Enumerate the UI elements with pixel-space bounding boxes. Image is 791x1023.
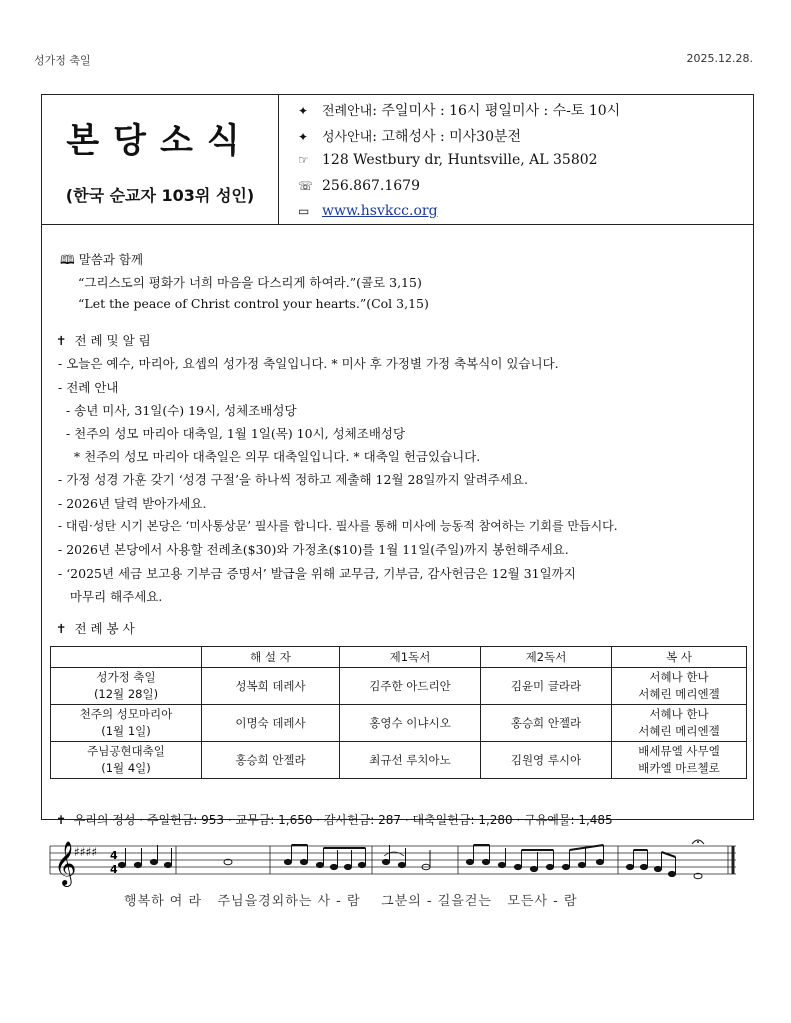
cross-icon: ✝ — [56, 621, 67, 636]
commentator-cell: 이명숙 데레사 — [202, 705, 340, 742]
column-header — [51, 647, 202, 668]
servers-heading: ✝ 전 례 봉 사 — [56, 621, 135, 636]
key-signature-icon: ♯♯♯♯ — [74, 845, 98, 859]
news-line: 마무리 해주세요. — [58, 589, 163, 604]
address-info: ☞ 128 Westbury dr, Huntsville, AL 35802 — [298, 152, 598, 168]
word-korean: “그리스도의 평화가 너희 마음을 다스리게 하여라.”(콜로 3,15) — [78, 275, 422, 290]
event-cell: 천주의 성모마리아 (1월 1일) — [51, 705, 202, 742]
header-left-label: 성가정 축일 — [34, 54, 91, 67]
table-row — [51, 742, 747, 779]
word-english: “Let the peace of Christ control your hearts.”(Col 3,15) — [78, 296, 429, 311]
news-line: - 천주의 성모 마리아 대축일, 1월 1일(목) 10시, 성체조배성당 — [58, 426, 406, 441]
page-title: 본당소식 — [66, 121, 254, 161]
column-header: 제2독서 — [481, 647, 612, 668]
table-row — [51, 668, 747, 705]
cross-icon: ✝ — [56, 813, 67, 827]
event-cell: 주님공현대축일 (1월 4일) — [51, 742, 202, 779]
reader2-cell: 김원영 루시아 — [481, 742, 612, 779]
sacrament-info: ✦ 성사안내: 고해성사 : 미사30분전 — [298, 129, 522, 145]
phone-info: ☏ 256.867.1679 — [298, 178, 420, 194]
news-line: - 전례 안내 — [58, 380, 119, 395]
slur-mark — [384, 852, 404, 856]
fermata-dot — [697, 841, 699, 843]
reader1-cell: 김주한 아드리안 — [340, 668, 481, 705]
altar-server-cell: 배세뮤엘 사무엘 배카엘 마르첼로 — [612, 742, 747, 779]
altar-server-cell: 서혜나 한나 서혜린 메리엔젤 — [612, 705, 747, 742]
news-line: - 가정 성경 가훈 갖기 ‘성경 구절’을 하나씩 정하고 제출해 12월 28일까지 알려주세요. — [58, 472, 528, 487]
word-heading: 🕮 말씀과 함께 — [60, 252, 144, 267]
liturgy-info: ✦ 전례안내: 주일미사 : 16시 평일미사 : 수-토 10시 — [298, 103, 621, 119]
reader1-cell: 홍영수 이냐시오 — [340, 705, 481, 742]
cross-icon: ✝ — [56, 333, 67, 348]
reader2-cell: 홍승희 안젤라 — [481, 705, 612, 742]
news-line: - 대림·성탄 시기 본당은 ‘미사통상문’ 필사를 합니다. 필사를 통해 미사에 능동적 참여하는 기회를 만듭시다. — [58, 519, 618, 533]
treble-clef-icon: 𝄞 — [54, 841, 77, 885]
diamond-bullet-icon: ✦ — [298, 130, 309, 144]
page-subtitle: (한국 순교자 103위 성인) — [65, 186, 255, 205]
website-info — [298, 203, 438, 219]
reader2-cell: 김윤미 글라라 — [481, 668, 612, 705]
news-line: - 오늘은 예수, 마리아, 요셉의 성가정 축일입니다. * 미사 후 가정별 가정 축복식이 있습니다. — [58, 356, 559, 371]
commentator-cell: 성복희 데레사 — [202, 668, 340, 705]
news-line: * 천주의 성모 마리아 대축일은 의무 대축일입니다. * 대축일 헌금있습니다. — [58, 449, 481, 464]
website-link[interactable]: www.hsvkcc.org — [322, 203, 438, 219]
header-title-panel — [42, 95, 279, 224]
column-header: 복 사 — [612, 647, 747, 668]
offering-line: ✝ 우리의 정성 · 주일헌금: 953 · 교무금: 1,650 · 감사헌금: 287 · 대축일헌금: 1,280 · 구유예물: 1,485 — [56, 813, 613, 827]
reader1-cell: 최규선 루치아노 — [340, 742, 481, 779]
hymn-lyrics: 행복하 여 라 주님을경외하는 사 - 람 그분의 - 길을걷는 모든사 - 람 — [124, 894, 578, 909]
news-line: - ‘2025년 세금 보고용 기부금 증명서’ 발급을 위해 교무금, 기부금, 감사헌금은 12월 31일까지 — [58, 566, 576, 581]
time-signature-bottom: 4 — [110, 863, 118, 876]
column-header: 해 설 자 — [202, 647, 340, 668]
time-signature-top: 4 — [110, 849, 118, 862]
issue-date: 2025.12.28. — [686, 52, 753, 65]
book-icon: 🕮 — [60, 252, 75, 267]
computer-icon: ▭ — [298, 204, 310, 218]
column-header: 제1독서 — [340, 647, 481, 668]
table-header-row — [51, 647, 747, 668]
news-line: - 송년 미사, 31일(수) 19시, 성체조배성당 — [58, 403, 297, 418]
header-box — [41, 94, 754, 225]
servers-table — [50, 646, 747, 779]
telephone-icon: ☏ — [298, 179, 314, 193]
altar-server-cell: 서혜나 한나 서혜린 메리엔젤 — [612, 668, 747, 705]
pointing-hand-icon: ☞ — [298, 153, 309, 167]
news-line: - 2026년 달력 받아가세요. — [58, 496, 207, 511]
news-line: - 2026년 본당에서 사용할 전례초($30)와 가정초($10)를 1월 11일(주일)까지 봉헌해주세요. — [58, 542, 569, 557]
event-cell: 성가정 축일 (12월 28일) — [51, 668, 202, 705]
commentator-cell: 홍승희 안젤라 — [202, 742, 340, 779]
diamond-bullet-icon: ✦ — [298, 104, 309, 118]
news-heading: ✝ 전 례 및 알 림 — [56, 333, 151, 348]
table-row — [51, 705, 747, 742]
